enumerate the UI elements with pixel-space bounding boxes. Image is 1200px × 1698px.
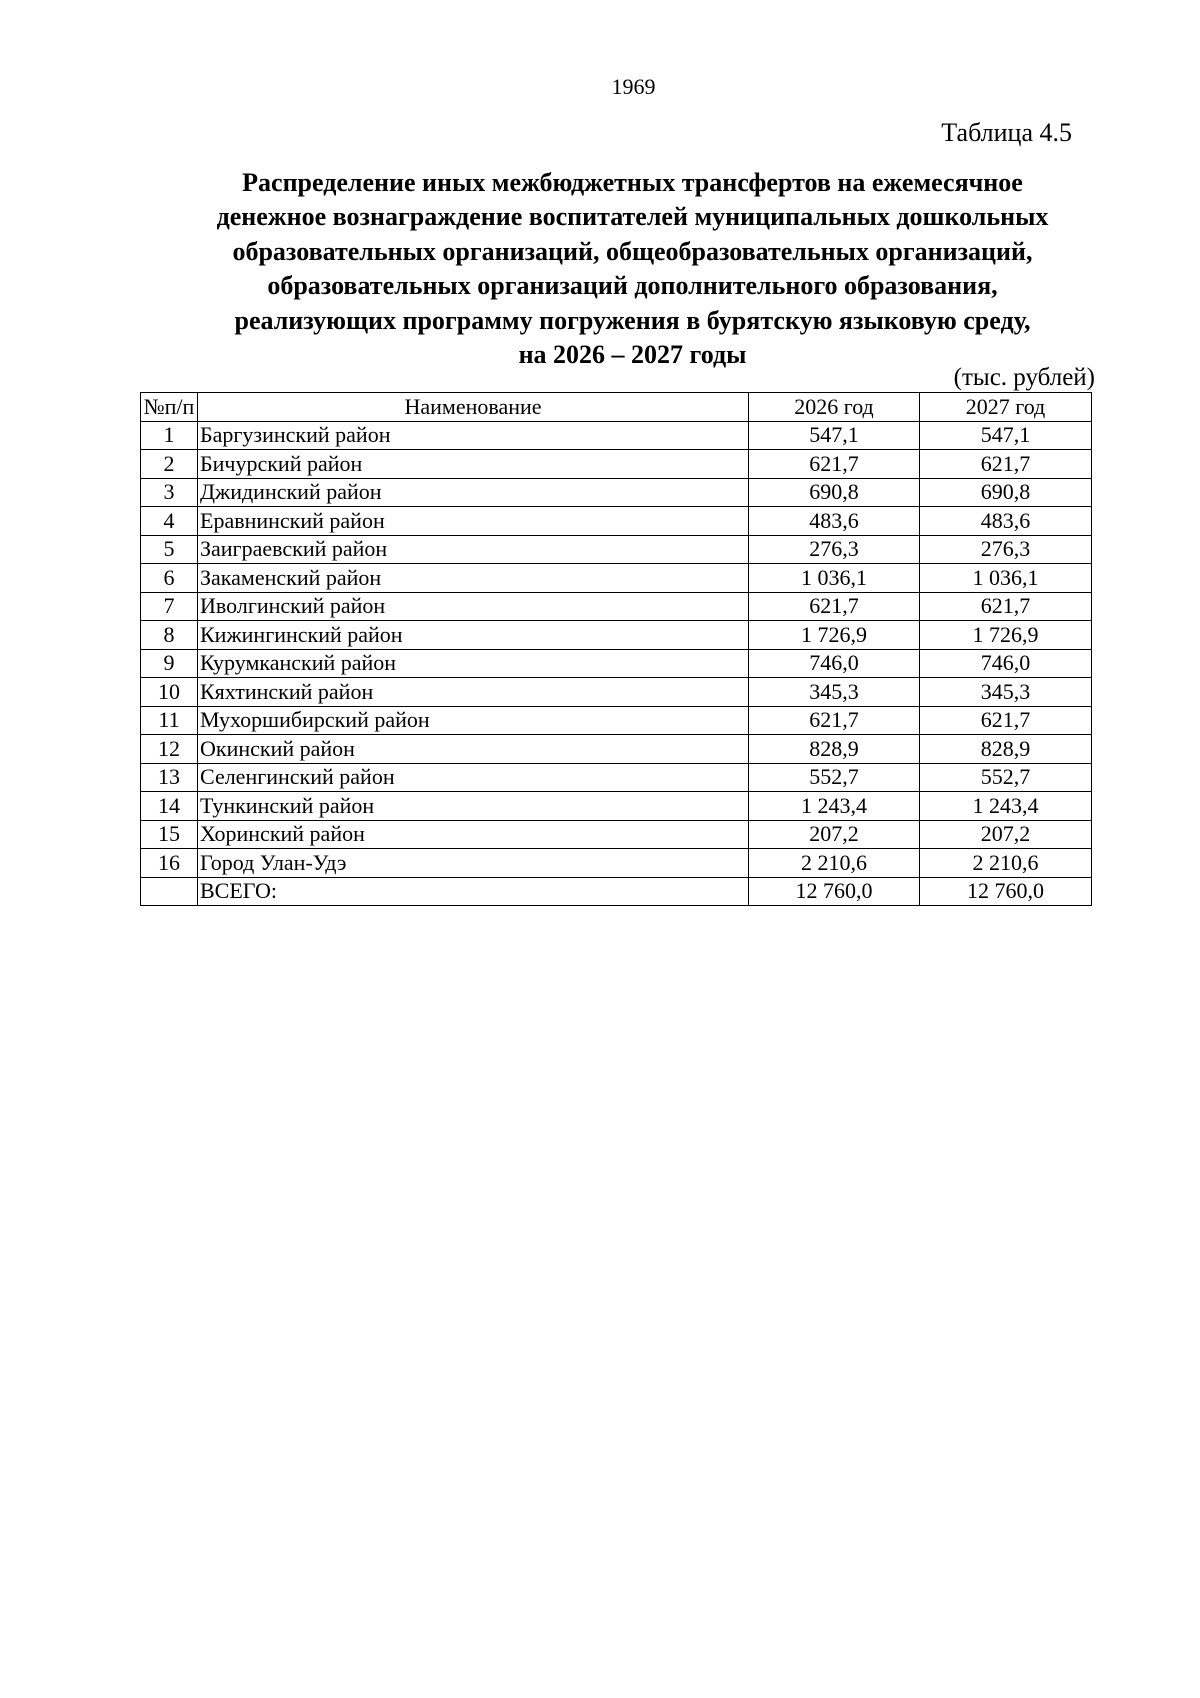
row-name: Баргузинский район [198,421,749,450]
row-value-2026: 276,3 [749,535,920,564]
row-value-2026: 621,7 [749,592,920,621]
total-value-2026: 12 760,0 [749,877,920,906]
table-row [141,763,1092,792]
title-line: образовательных организаций дополнительного образования, [267,271,998,301]
page-number: 1969 [611,74,656,99]
distribution-table [140,392,1092,906]
row-name: Джидинский район [198,478,749,507]
row-value-2027: 345,3 [920,678,1092,707]
table-row [141,735,1092,764]
table-header-row [141,393,1092,422]
row-value-2026: 1 726,9 [749,621,920,650]
row-value-2027: 2 210,6 [920,849,1092,878]
row-number: 7 [141,592,198,621]
row-value-2027: 276,3 [920,535,1092,564]
row-number: 13 [141,763,198,792]
row-name: Заиграевский район [198,535,749,564]
row-name: Кижингинский район [198,621,749,650]
row-value-2026: 483,6 [749,507,920,536]
total-value-2027: 12 760,0 [920,877,1092,906]
row-value-2027: 552,7 [920,763,1092,792]
row-value-2026: 345,3 [749,678,920,707]
row-value-2026: 2 210,6 [749,849,920,878]
row-number: 2 [141,450,198,479]
row-name: Иволгинский район [198,592,749,621]
row-name: Окинский район [198,735,749,764]
header-year-2027: 2027 год [920,393,1092,422]
header-year-2026: 2026 год [749,393,920,422]
title-line: денежное вознаграждение воспитателей муниципальных дошкольных [216,202,1049,232]
row-name: Селенгинский район [198,763,749,792]
title-line: реализующих программу погружения в бурятскую языковую среду, [234,305,1031,335]
table-row [141,564,1092,593]
row-name: Кяхтинский район [198,678,749,707]
row-number: 8 [141,621,198,650]
table-row [141,421,1092,450]
row-value-2026: 621,7 [749,450,920,479]
table-row [141,849,1092,878]
table-row [141,478,1092,507]
total-label: ВСЕГО: [198,877,749,906]
row-value-2026: 547,1 [749,421,920,450]
row-value-2026: 1 243,4 [749,792,920,821]
row-number: 3 [141,478,198,507]
row-number: 10 [141,678,198,707]
row-name: Тункинский район [198,792,749,821]
header-name: Наименование [198,393,749,422]
title-line: на 2026 – 2027 годы [518,340,747,370]
table-row [141,535,1092,564]
row-value-2026: 207,2 [749,820,920,849]
table-label: Таблица 4.5 [941,118,1072,147]
row-value-2027: 621,7 [920,706,1092,735]
document-title [130,166,1135,372]
row-value-2027: 1 243,4 [920,792,1092,821]
row-name: Еравнинский район [198,507,749,536]
row-value-2026: 746,0 [749,649,920,678]
table-row [141,450,1092,479]
table-row [141,820,1092,849]
table-row [141,706,1092,735]
row-name: Хоринский район [198,820,749,849]
table-row [141,592,1092,621]
row-value-2027: 547,1 [920,421,1092,450]
row-number: 6 [141,564,198,593]
row-number: 11 [141,706,198,735]
total-row [141,877,1092,906]
table-row [141,649,1092,678]
row-value-2027: 621,7 [920,450,1092,479]
row-value-2027: 621,7 [920,592,1092,621]
table-row [141,792,1092,821]
row-value-2026: 1 036,1 [749,564,920,593]
row-value-2026: 828,9 [749,735,920,764]
row-number: 12 [141,735,198,764]
row-number: 5 [141,535,198,564]
row-value-2027: 1 036,1 [920,564,1092,593]
row-name: Город Улан-Удэ [198,849,749,878]
row-name: Мухоршибирский район [198,706,749,735]
row-number: 4 [141,507,198,536]
row-value-2026: 690,8 [749,478,920,507]
row-value-2027: 207,2 [920,820,1092,849]
row-value-2026: 552,7 [749,763,920,792]
header-num: №п/п [141,393,198,422]
row-name: Закаменский район [198,564,749,593]
row-number: 16 [141,849,198,878]
row-value-2027: 828,9 [920,735,1092,764]
title-line: образовательных организаций, общеобразовательных организаций, [232,236,1033,266]
table-row [141,678,1092,707]
row-name: Бичурский район [198,450,749,479]
units-label: (тыс. рублей) [953,364,1095,391]
total-number [141,877,198,906]
row-value-2027: 746,0 [920,649,1092,678]
row-number: 9 [141,649,198,678]
row-number: 15 [141,820,198,849]
row-number: 1 [141,421,198,450]
row-name: Курумканский район [198,649,749,678]
title-line: Распределение иных межбюджетных трансфертов на ежемесячное [242,168,1023,197]
row-number: 14 [141,792,198,821]
table-row [141,507,1092,536]
row-value-2027: 690,8 [920,478,1092,507]
row-value-2027: 483,6 [920,507,1092,536]
table-body [141,421,1092,906]
row-value-2026: 621,7 [749,706,920,735]
table-row [141,621,1092,650]
row-value-2027: 1 726,9 [920,621,1092,650]
